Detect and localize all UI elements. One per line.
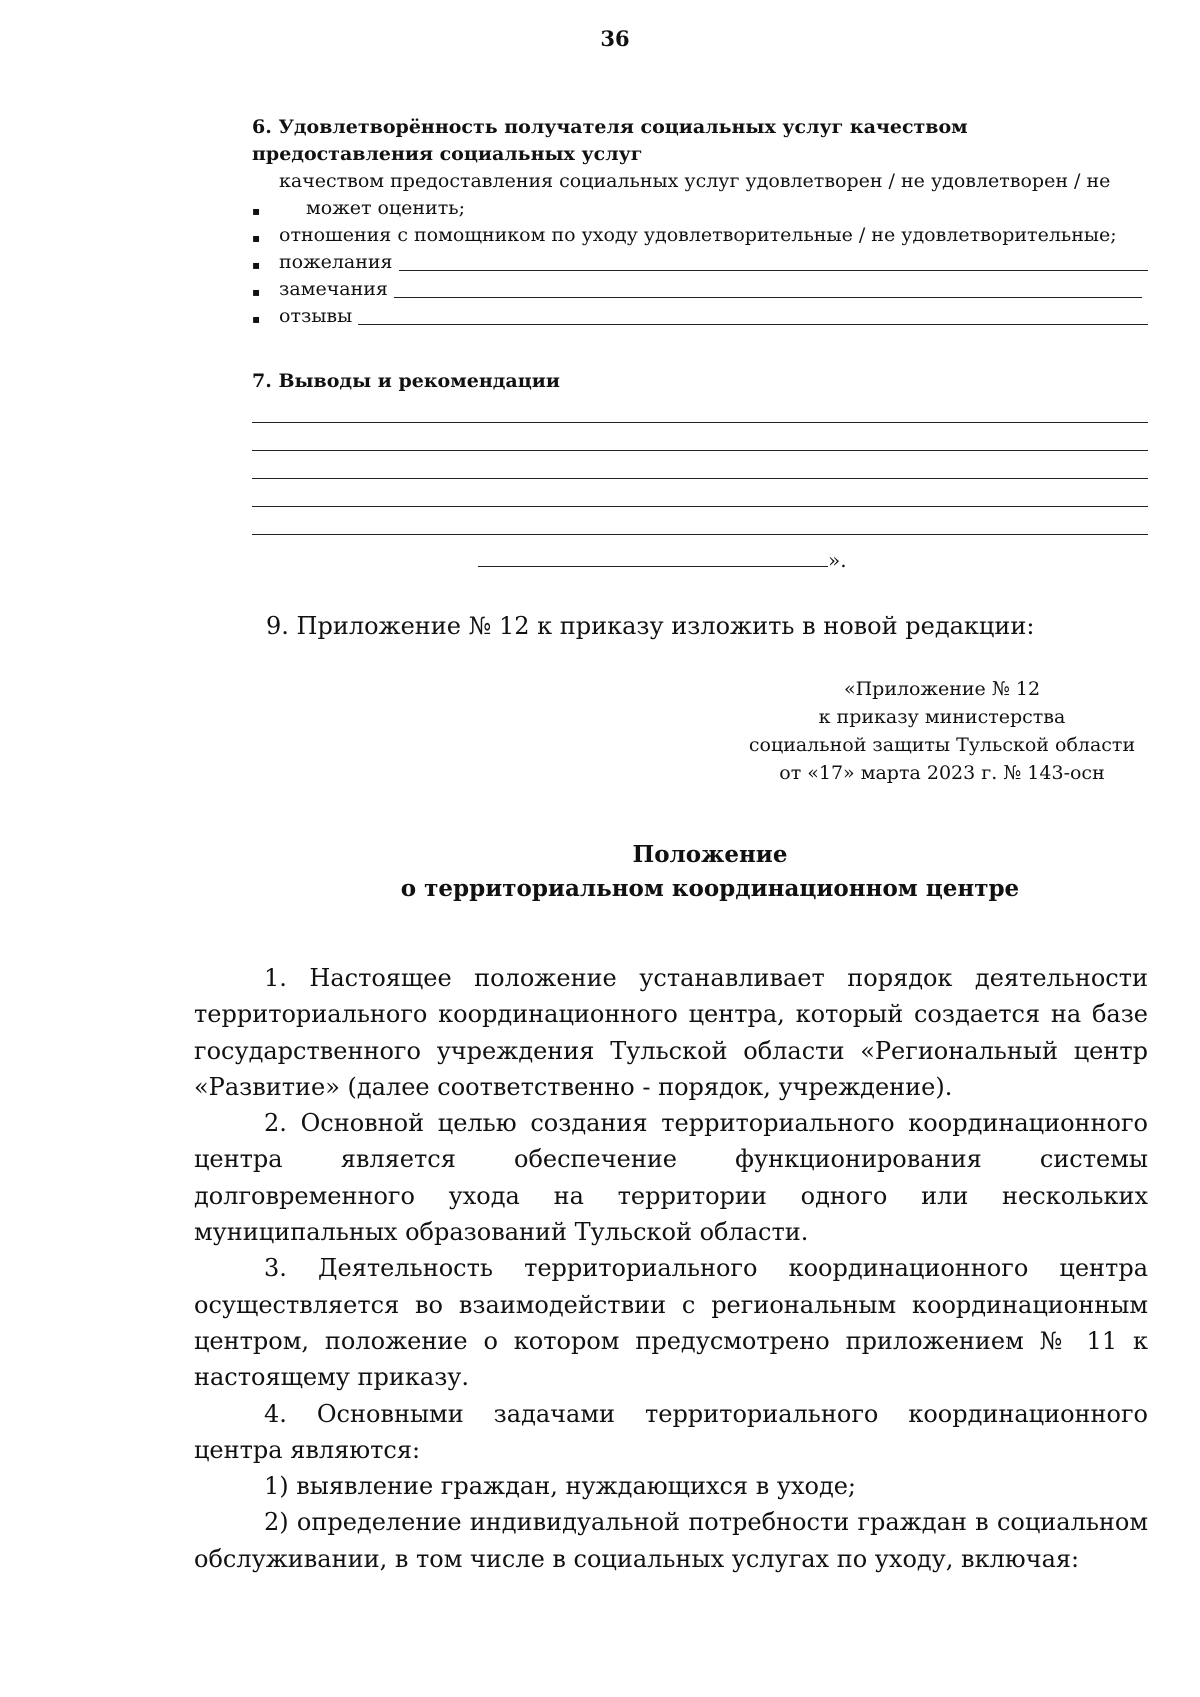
recommendation-fill-line[interactable] [252,451,1148,479]
annex-line: социальной защиты Тульской области [748,734,1136,756]
remarks-fill-line[interactable] [394,277,1142,298]
list-item [252,168,1148,222]
recommendation-fill-line[interactable] [252,423,1148,451]
list-item-remarks [252,276,1148,303]
annex-line: от «17» марта 2023 г. № 143-осн [779,762,1105,784]
paragraph: 4. Основными задачами территориального координационного центра являются: [194,1399,1148,1464]
wishes-fill-line[interactable] [399,250,1148,271]
list-item [252,222,1148,249]
recommendation-fill-line[interactable] [252,479,1148,507]
closing-fill-line[interactable] [478,546,828,567]
title-line-1: Положение [632,841,788,868]
paragraph: 1. Настоящее положение устанавливает порядок деятельности территориального координационного центра, который создается на базе государственного учреждения Тульской области «Региональный центр «Развитие» (далее соответственно - порядок, учреждение). [194,964,1148,1101]
reviews-fill-line[interactable] [358,304,1148,325]
bullet-icon: ▪ [252,285,261,299]
document-title [0,838,1200,906]
annex-line: к приказу министерства [818,706,1066,728]
recommendation-fill-line[interactable] [252,507,1148,535]
paragraph: 3. Деятельность территориального координационного центра осуществляется во взаимодействии с региональным координационным центром, положение о котором предусмотрено приложением № 11 к настоящему приказу. [194,1254,1148,1392]
page-number: 36 [600,26,630,51]
list-item-text: отзывы [279,305,353,327]
paragraph: 1) выявление граждан, нуждающихся в уходе; [264,1472,857,1501]
list-item-text: пожелания [279,251,393,273]
title-line-2: о территориальном координационном центре [400,875,1020,902]
annex-header [736,675,1148,787]
list-item-reviews [252,303,1148,330]
bullet-icon: ▪ [252,231,261,245]
recommendation-fill-line[interactable] [252,395,1148,423]
body-text [194,960,1148,1577]
section-6-heading: 6. Удовлетворённость получателя социальных услуг качеством предоставления социальных услуг [252,116,968,165]
list-item-text: отношения с помощником по уходу удовлетворительные / не удовлетворительные; [279,224,1117,246]
annex-line: «Приложение № 12 [843,678,1041,700]
section-6 [252,114,1148,330]
list-item-text: замечания [279,278,388,300]
list-item-wishes [252,249,1148,276]
bullet-icon: ▪ [252,258,261,272]
list-item-text: качеством предоставления социальных услуг удовлетворен / не удовлетворен / не может оценить; [279,170,1111,219]
paragraph: 2) определение индивидуальной потребности граждан в социальном обслуживании, в том числе в социальных услугах по уходу, включая: [194,1508,1148,1573]
section-7-heading: 7. Выводы и рекомендации [252,370,560,392]
bullet-icon: ▪ [252,312,261,326]
closing-line [478,546,847,572]
closing-mark: ». [828,548,847,572]
section-7 [252,368,1148,535]
item-9: 9. Приложение № 12 к приказу изложить в новой редакции: [266,612,1035,640]
paragraph: 2. Основной целью создания территориального координационного центра является обеспечение функционирования системы долговременного ухода на территории одного или нескольких муниципальных образований Тульской области. [194,1109,1148,1247]
bullet-icon: ▪ [252,204,261,218]
